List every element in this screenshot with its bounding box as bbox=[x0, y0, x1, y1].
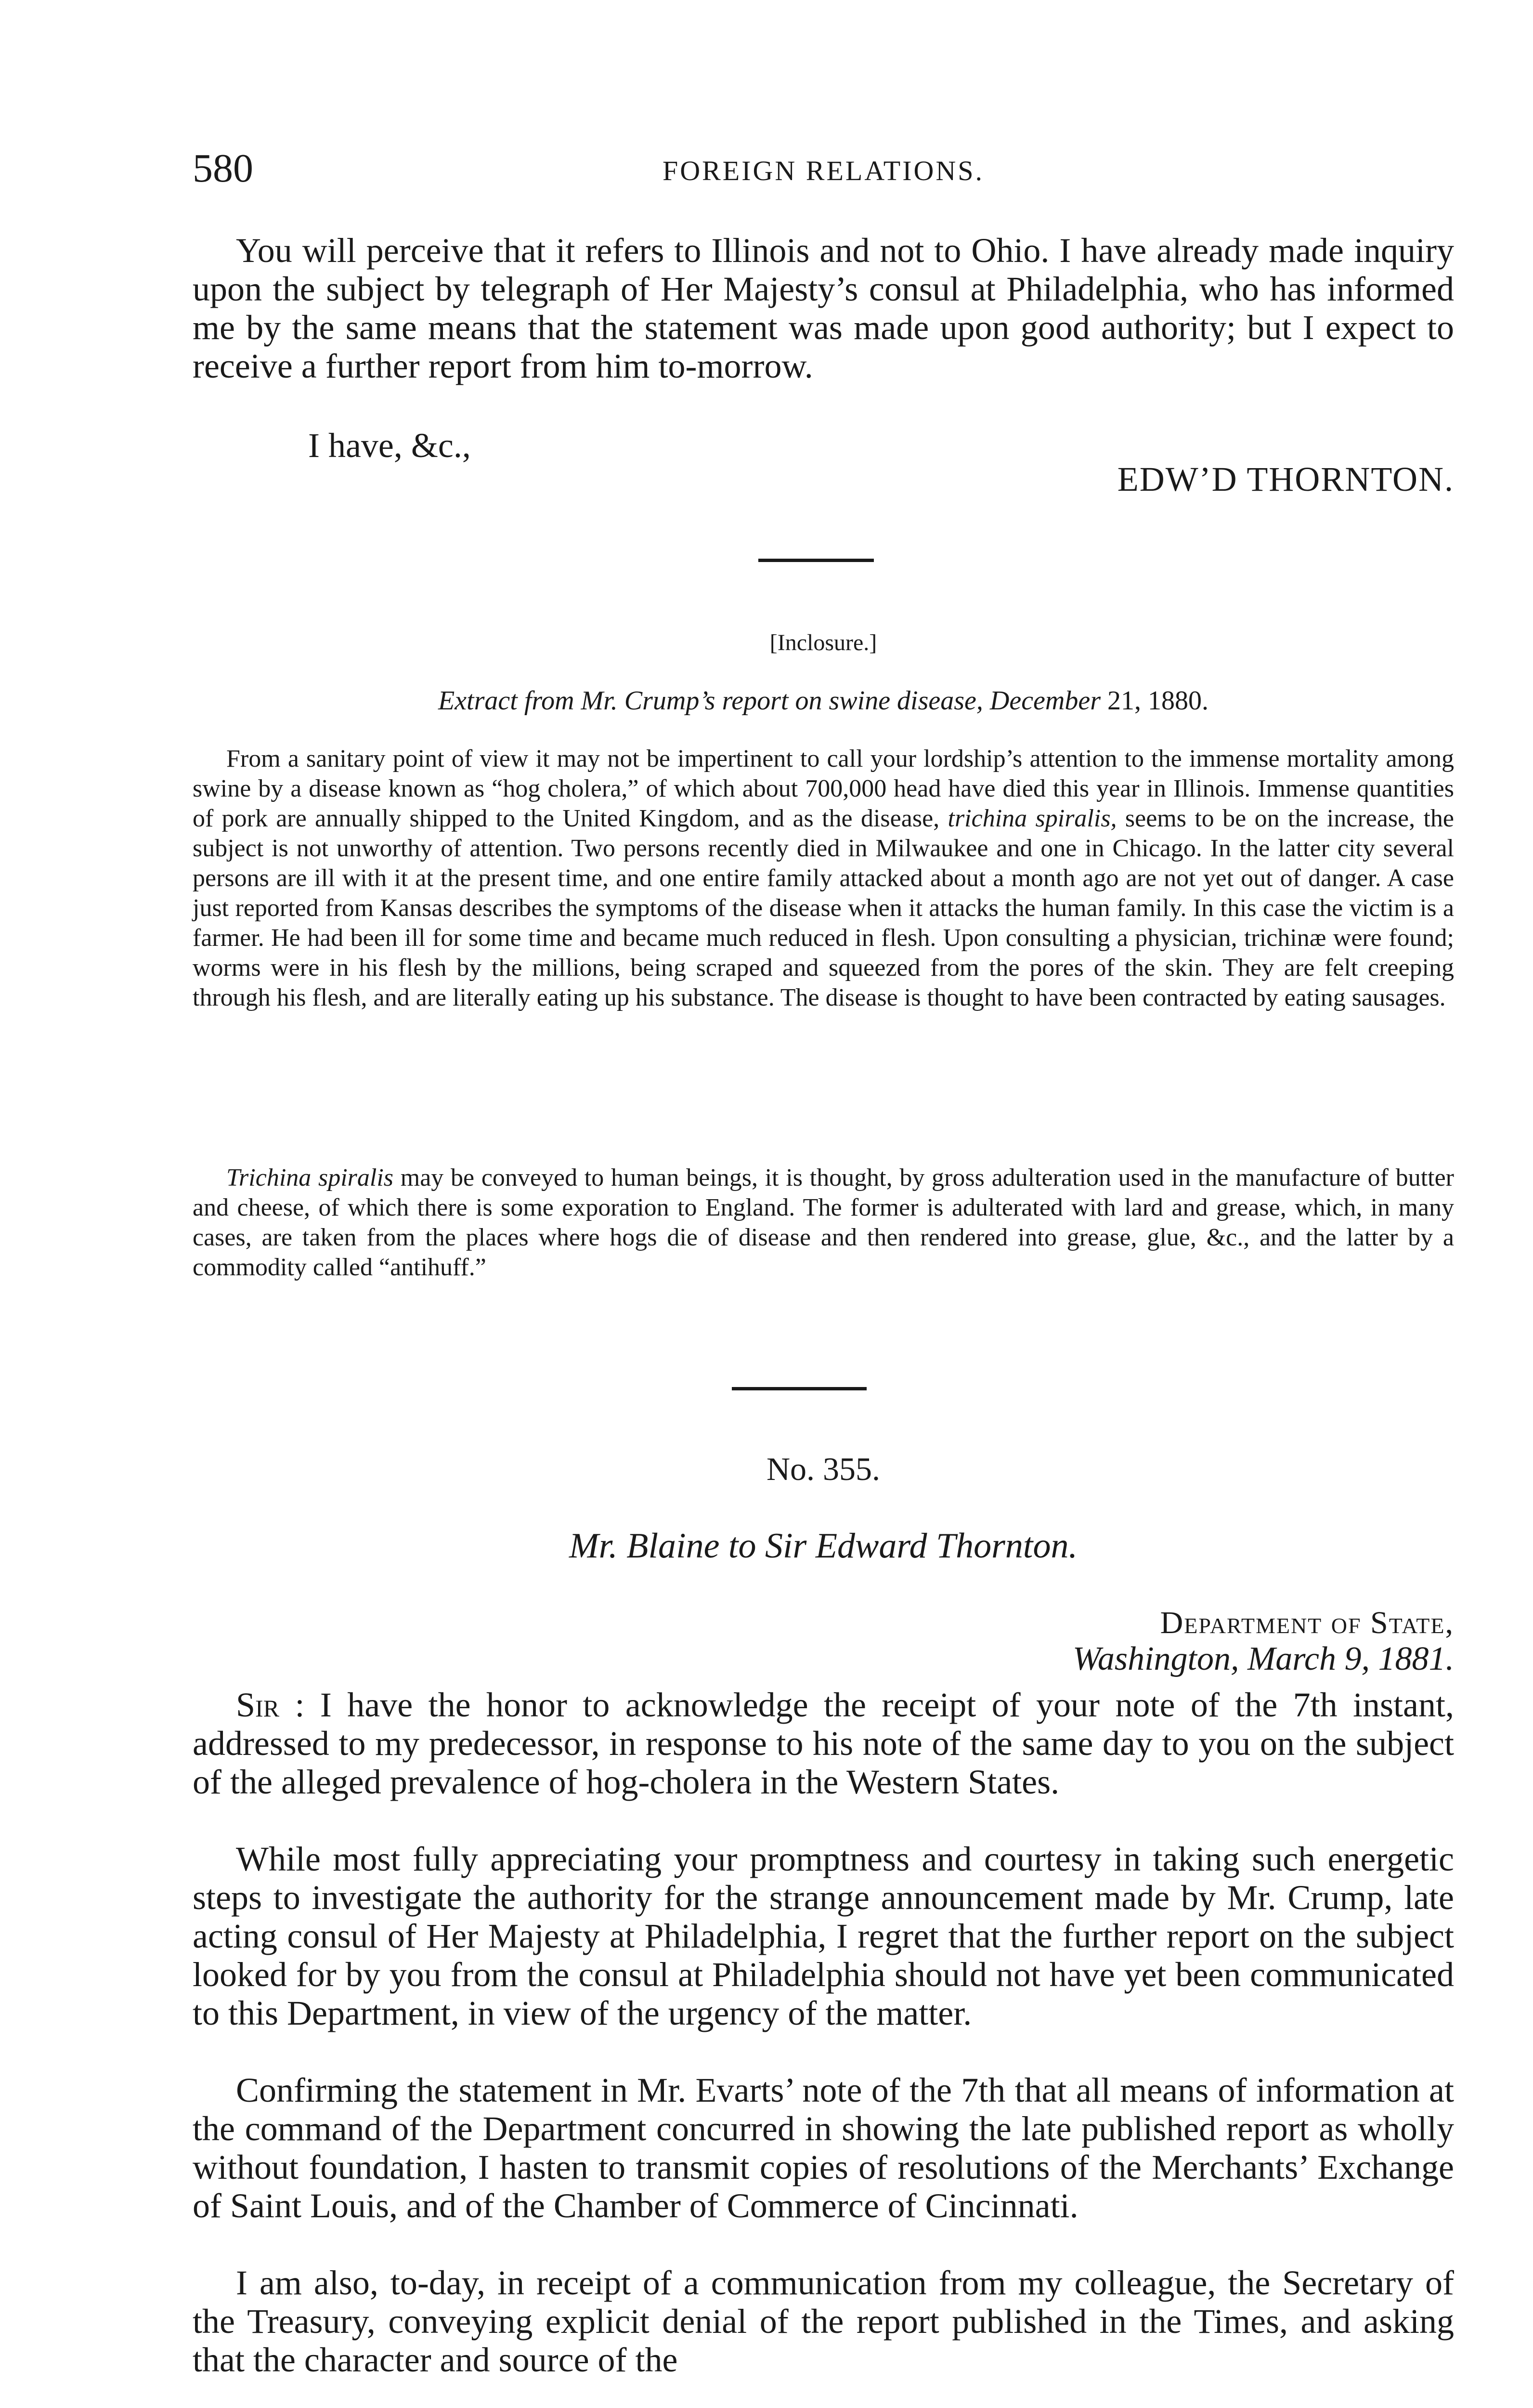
inclosure-paragraph-2-text: may be conveyed to human beings, it is thought, by gross adulteration used in the manufacture of butter and cheese, of which there is some exporation to England. The former is adulterated with lard and grease, which, in many cases, are taken from the places where hogs die of disease and then rendered into grease, glue, &c., and the latter by a commodity called “antihuff.” bbox=[193, 1164, 1454, 1281]
inclosure-paragraph-2 bbox=[193, 1163, 1454, 1283]
inclosure-title-text: Extract from Mr. Crump’s report on swine disease, December bbox=[438, 686, 1101, 716]
department-line: Department of State, bbox=[1160, 1605, 1454, 1640]
letter-title: Mr. Blaine to Sir Edward Thornton. bbox=[569, 1526, 1078, 1566]
inclosure-paragraph-2-italic: Trichina spiralis bbox=[226, 1164, 394, 1191]
date-line: Washington, March 9, 1881. bbox=[1072, 1640, 1454, 1677]
letter2-paragraph-1 bbox=[193, 1686, 1454, 1801]
letter1-body: You will perceive that it refers to Illinois and not to Ohio. I have already made inquiry upon the subject by telegraph of Her Majesty’s consul at Philadelphia, who has informed me by the same means that the statement was made upon good authority; but I expect to receive a further report from him to-morrow. bbox=[193, 231, 1454, 385]
inclosure-title-date: 21, 1880. bbox=[1101, 686, 1209, 716]
inclosure-paragraph-1-italic: trichina spiralis, bbox=[948, 805, 1117, 832]
inclosure-title bbox=[193, 684, 1454, 718]
section-divider-rule bbox=[758, 559, 874, 562]
letter2-paragraph-3: Confirming the statement in Mr. Evarts’ note of the 7th that all means of information at the command of the Department concurred in showing the late published report as wholly without foundation, I hasten to transmit copies of resolutions of the Merchants’ Exchange of Saint Louis, and of the Chamber of Commerce of Cincinnati. bbox=[193, 2071, 1454, 2225]
letter1-closing: I have, &c., bbox=[308, 426, 471, 465]
inclosure-paragraph-1-text-a: From a sanitary point of view it may not be impertinent to call your lordship’s attention to the immense mortality among swine by a disease known as “hog cholera,” of which about 700,000 head have died this year in Illinois. Immense quantities of pork are annually shipped to the United Kingdom, and as the disease, bbox=[193, 745, 1454, 832]
letter2-salutation: Sir bbox=[236, 1686, 280, 1724]
letter2-paragraph-4: I am also, to-day, in receipt of a communication from my colleague, the Secretary of the Treasury, conveying explicit denial of the report published in the Times, and asking that the character and source of the bbox=[193, 2264, 1454, 2379]
page-number: 580 bbox=[193, 146, 253, 191]
inclosure-paragraph-1-text-b: seems to be on the increase, the subject is not unworthy of attention. Two persons recently died in Milwaukee and one in Chicago. In the latter city several persons are ill with it at the present time, and one entire family attacked about a month ago are not yet out of danger. A case just reported from Kansas describes the symptoms of the disease when it attacks the human family. In this case the victim is a farmer. He had been ill for some time and became much reduced in flesh. Upon consulting a physician, trichinæ were found; worms were in his flesh by the millions, being scraped and squeezed from the pores of the skin. They are felt creeping through his flesh, and are literally eating up his substance. The disease is thought to have been contracted by eating sausages. bbox=[193, 805, 1454, 1011]
running-title: FOREIGN RELATIONS. bbox=[662, 155, 985, 186]
letter2-paragraph-2: While most fully appreciating your promptness and courtesy in taking such energetic steps to investigate the authority for the strange announcement made by Mr. Crump, late acting consul of Her Majesty at Philadelphia, I regret that the further report on the subject looked for by you from the consul at Philadelphia should not have yet been communicated to this Department, in view of the urgency of the matter. bbox=[193, 1840, 1454, 2032]
section-divider-rule-2 bbox=[732, 1387, 867, 1390]
letter1-signature: EDW’D THORNTON. bbox=[1117, 460, 1454, 498]
page-header bbox=[193, 144, 1454, 197]
document-number: No. 355. bbox=[766, 1451, 881, 1487]
inclosure-label: [Inclosure.] bbox=[769, 630, 877, 655]
inclosure-paragraph-1 bbox=[193, 744, 1454, 1013]
letter2-paragraph-1-text: : I have the honor to acknowledge the receipt of your note of the 7th instant, addressed to my predecessor, in response to his note of the same day to you on the subject of the alleged prevalence of hog-cholera in the Western States. bbox=[193, 1686, 1454, 1801]
